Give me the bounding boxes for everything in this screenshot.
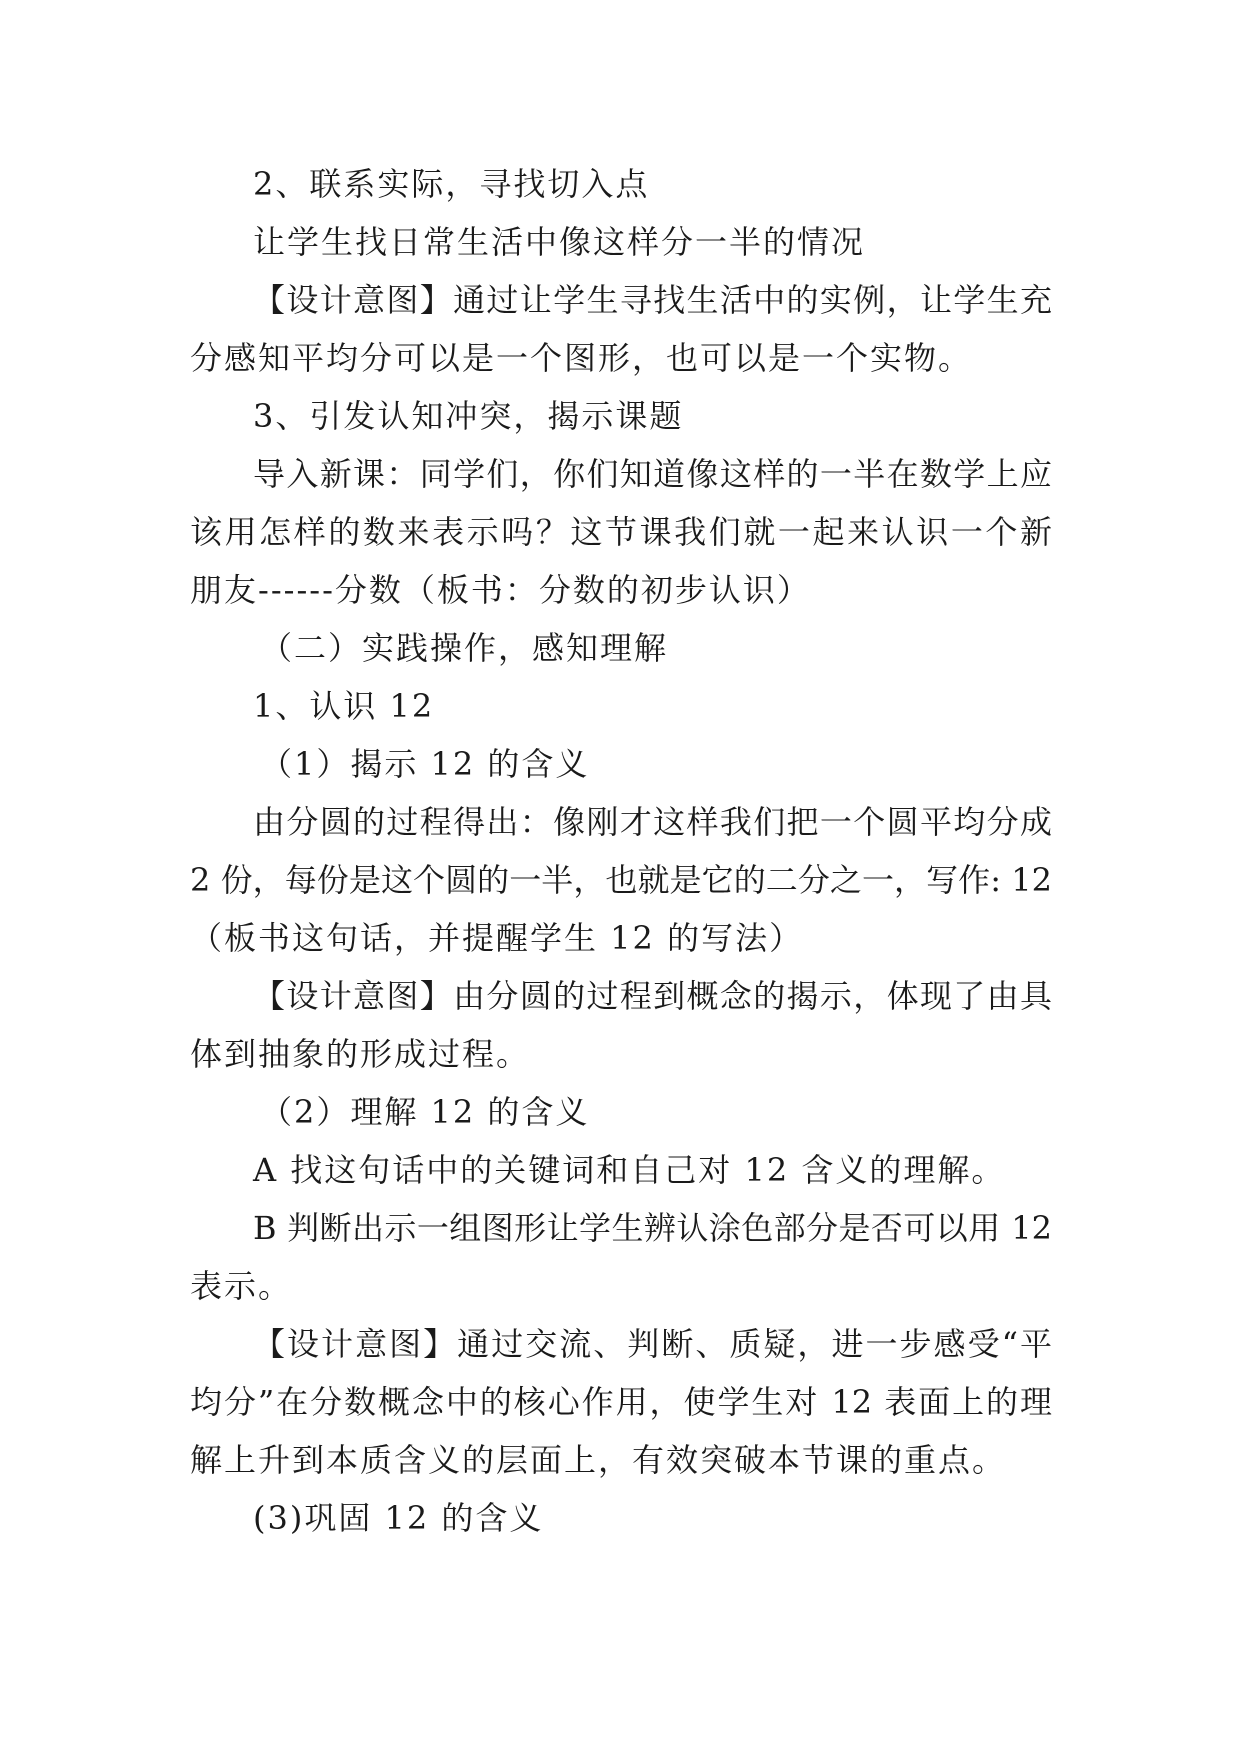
subheading-line: （2）理解 12 的含义 [260, 1093, 590, 1131]
text-line: 均分”在分数概念中的核心作用，使学生对 12 表面上的理 [190, 1383, 1052, 1421]
text-line: 由分圆的过程得出：像刚才这样我们把一个圆平均分成 [253, 803, 1052, 841]
heading-line: 3、引发认知冲突，揭示课题 [253, 397, 684, 435]
text-line: 导入新课：同学们，你们知道像这样的一半在数学上应 [253, 455, 1052, 493]
text-line: A 找这句话中的关键词和自己对 12 含义的理解。 [253, 1151, 1006, 1189]
text-line: （板书这句话，并提醒学生 12 的写法） [190, 919, 804, 957]
heading-line: 2、联系实际，寻找切入点 [253, 165, 650, 203]
subheading-line: (3)巩固 12 的含义 [253, 1499, 544, 1537]
section-heading: （二）实践操作，感知理解 [260, 629, 669, 667]
heading-line: 1、认识 12 [253, 687, 435, 725]
text-line: 【设计意图】通过交流、判断、质疑，进一步感受“平 [253, 1325, 1052, 1363]
text-line: B 判断出示一组图形让学生辨认涂色部分是否可以用 12 [253, 1209, 1052, 1247]
text-line: 分感知平均分可以是一个图形，也可以是一个实物。 [190, 339, 973, 377]
text-line: 解上升到本质含义的层面上，有效突破本节课的重点。 [190, 1441, 1007, 1479]
text-line: 体到抽象的形成过程。 [190, 1035, 531, 1073]
text-line: 【设计意图】由分圆的过程到概念的揭示，体现了由具 [253, 977, 1052, 1015]
text-line: 表示。 [190, 1267, 293, 1305]
text-line: 让学生找日常生活中像这样分一半的情况 [253, 223, 866, 261]
text-line: 【设计意图】通过让学生寻找生活中的实例，让学生充 [253, 281, 1052, 319]
text-line: 该用怎样的数来表示吗？这节课我们就一起来认识一个新 [190, 513, 1052, 551]
text-line: 朋友------分数（板书：分数的初步认识） [190, 571, 811, 609]
text-line: 2 份，每份是这个圆的一半，也就是它的二分之一，写作: 12 [190, 861, 1052, 899]
subheading-line: （1）揭示 12 的含义 [260, 745, 590, 783]
